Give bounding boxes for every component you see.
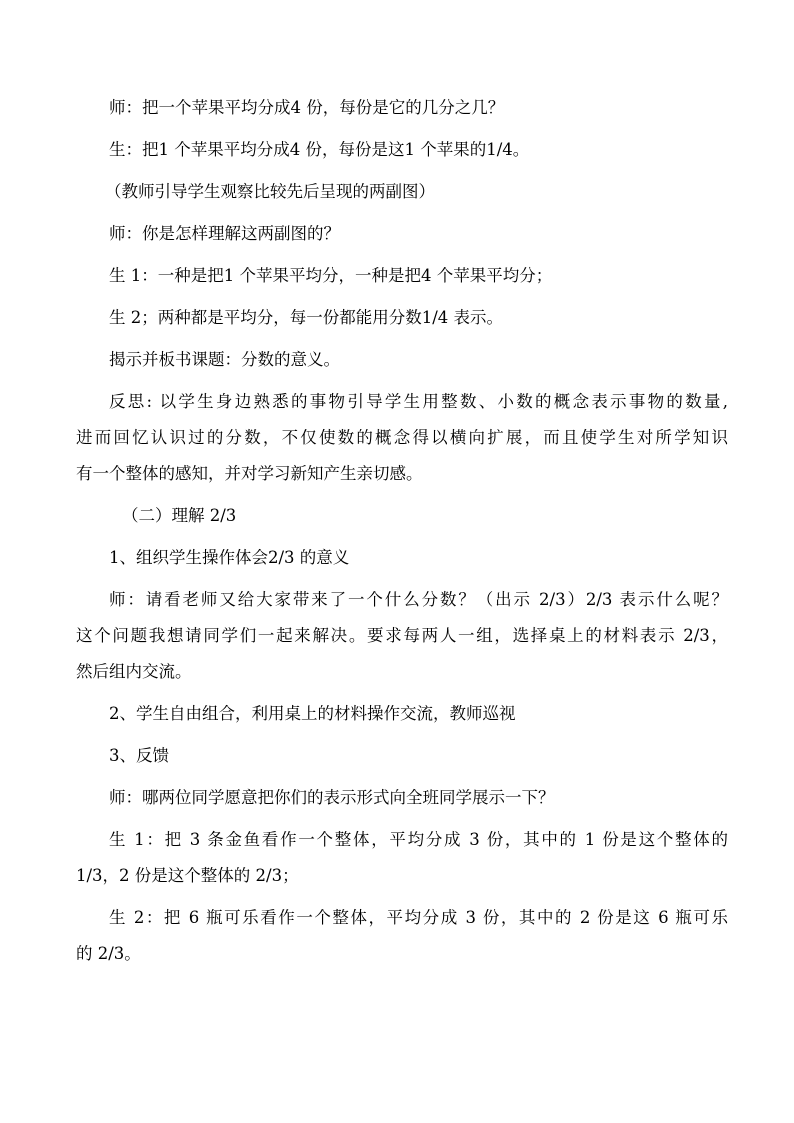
text-line: 1、组织学生操作体会2/3 的意义 <box>109 548 350 567</box>
text-line: 师：把一个苹果平均分成4 份，每份是它的几分之几？ <box>109 98 505 117</box>
text-line: 生 2；两种都是平均分，每一份都能用分数1/4 表示。 <box>109 308 504 327</box>
text-line: 然后组内交流。 <box>76 662 192 681</box>
document-page <box>76 96 728 966</box>
text-line: 师：哪两位同学愿意把你们的表示形式向全班同学展示一下？ <box>109 788 555 807</box>
text-line: 揭示并板书课题：分数的意义。 <box>109 350 340 369</box>
text-line: 师：请看老师又给大家带来了一个什么分数？（出示 2/3）2/3 表示什么呢？ <box>109 590 728 609</box>
text-line: 这个问题我想请同学们一起来解决。要求每两人一组，选择桌上的材料表示 2/3， <box>76 626 728 645</box>
section-heading: （二）理解 2/3 <box>122 506 237 525</box>
text-line: 有一个整体的感知，并对学习新知产生亲切感。 <box>76 464 423 483</box>
text-line: 进而回忆认识过的分数，不仅使数的概念得以横向扩展，而且使学生对所学知识 <box>76 428 728 447</box>
text-line: 的 2/3。 <box>76 944 141 963</box>
text-line: 生：把1 个苹果平均分成4 份，每份是这1 个苹果的1/4。 <box>109 140 530 159</box>
text-line: 师：你是怎样理解这两副图的？ <box>109 224 340 243</box>
text-line: 2、学生自由组合，利用桌上的材料操作交流，教师巡视 <box>109 704 516 723</box>
text-line: 生 1：把 3 条金鱼看作一个整体，平均分成 3 份，其中的 1 份是这个整体的 <box>109 830 728 849</box>
text-line: 生 1：一种是把1 个苹果平均分，一种是把4 个苹果平均分； <box>109 266 553 285</box>
text-line: （教师引导学生观察比较先后呈现的两副图） <box>105 182 435 201</box>
text-line: 反思: 以学生身边熟悉的事物引导学生用整数、小数的概念表示事物的数量, <box>109 392 728 411</box>
text-line: 1/3，2 份是这个整体的 2/3； <box>76 866 299 885</box>
text-line: 生 2：把 6 瓶可乐看作一个整体，平均分成 3 份，其中的 2 份是这 6 瓶可乐 <box>109 908 728 927</box>
text-line: 3、反馈 <box>109 746 169 765</box>
